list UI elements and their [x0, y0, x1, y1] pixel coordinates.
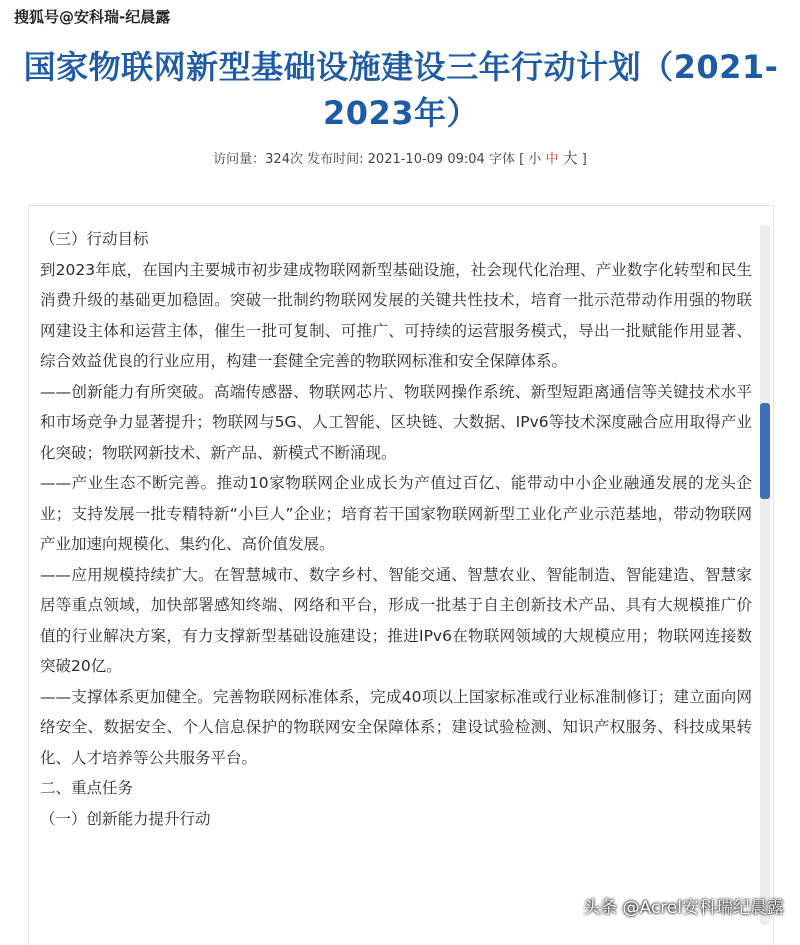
body-paragraph: ——产业生态不断完善。推动10家物联网企业成长为产值过百亿、能带动中小企业融通发展的龙头企业；支持发展一批专精特新“小巨人”企业；培育若干国家物联网新型工业化产业示范基地，带动物联网产业加速向规模化、集约化、高价值发展。: [40, 474, 752, 553]
body-paragraph: ——创新能力有所突破。高端传感器、物联网芯片、物联网操作系统、新型短距离通信等关键技术水平和市场竞争力显著提升；物联网与5G、人工智能、区块链、大数据、IPv6等技术深度融合应用取得产业化突破；物联网新技术、新产品、新模式不断涌现。: [40, 382, 752, 462]
body-paragraph: ——支撑体系更加健全。完善物联网标准体系，完成40项以上国家标准或行业标准制修订；建立面向网络安全、数据安全、个人信息保护的物联网安全保障体系；建设试验检测、知识产权服务、科技成果转化、人才培养等公共服务平台。: [40, 687, 752, 767]
body-paragraph: 到2023年底，在国内主要城市初步建成物联网新型基础设施，社会现代化治理、产业数字化转型和民生消费升级的基础更加稳固。突破一批制约物联网发展的关键共性技术，培育一批示范带动作用强的物联网建设主体和运营主体，催生一批可复制、可推广、可持续的运营服务模式，导出一批赋能作用显著、综合效益优良的行业应用，构建一套健全完善的物联网标准和安全保障体系。: [40, 260, 752, 370]
font-size-label: 字体 [: [488, 152, 525, 167]
article-body: [40, 224, 752, 834]
font-size-medium-link[interactable]: 中: [545, 152, 559, 167]
published-time: 2021-10-09 09:04: [367, 152, 485, 167]
views-label: 访问量：: [213, 152, 266, 167]
subsection-heading: （一）创新能力提升行动: [40, 809, 211, 828]
section-heading-goals: （三）行动目标: [40, 230, 149, 248]
source-watermark: 搜狐号@安科瑞-纪晨露: [14, 8, 171, 26]
views-count: 324次: [265, 152, 303, 167]
font-size-small-link[interactable]: 小: [528, 152, 542, 167]
article-meta: [0, 147, 800, 168]
font-size-bracket: ]: [581, 152, 587, 167]
vertical-scrollbar[interactable]: [760, 225, 770, 925]
published-label: 发布时间:: [307, 152, 364, 167]
section-heading-tasks: 二、重点任务: [40, 779, 134, 797]
body-paragraph: ——应用规模持续扩大。在智慧城市、数字乡村、智能交通、智慧农业、智能制造、智能建造、智慧家居等重点领域，加快部署感知终端、网络和平台，形成一批基于自主创新技术产品、具有大规模推广价值的行业解决方案，有力支撑新型基础设施建设；推进IPv6在物联网领域的大规模应用；物联网连接数突破20亿。: [40, 565, 752, 675]
scrollbar-thumb[interactable]: [760, 403, 770, 499]
page-title: 国家物联网新型基础设施建设三年行动计划（2021-2023年）: [23, 48, 779, 132]
font-size-large-link[interactable]: 大: [562, 149, 578, 167]
platform-watermark: 头条 @Acrel安科瑞纪晨露: [583, 898, 784, 918]
